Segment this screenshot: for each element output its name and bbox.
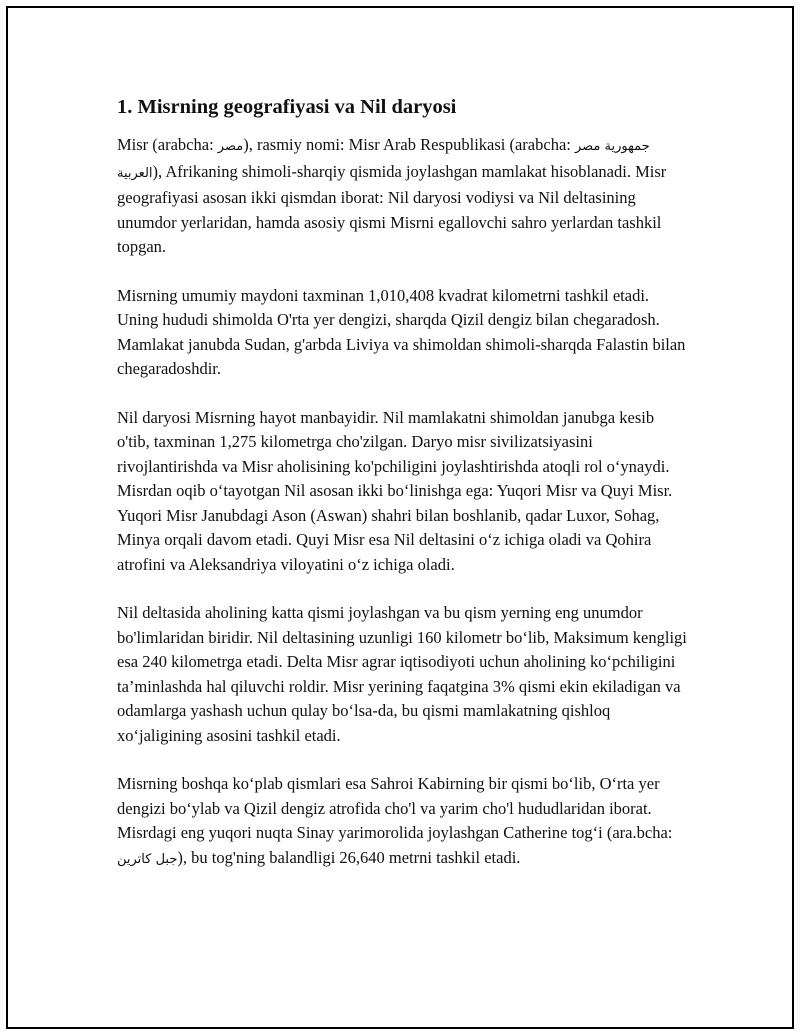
paragraph-5-text-b: ), bu tog'ning balandligi 26,640 metrni tashkil etadi. <box>177 847 521 867</box>
paragraph-4: Nil deltasida aholining katta qismi joylashgan va bu qism yerning eng unumdor bo'limlaridan biridir. Nil deltasining uzunligi 160 kilometr bo‘lib, Maksimum kengligi esa 240 kilometrga etadi. Delta Misr agrar iqtisodiyoti uchun aholining ko‘pchiligini ta’minlashda hal qiluvchi roldir. Misr yerining faqatgina 3% qismi ekin ekiladigan va odamlarga yashash uchun qulay bo‘lsa-da, bu qismi mamlakatning qishloq xo‘jaligining asosini tashkil etadi. <box>117 603 687 745</box>
arabic-official-name: جمهورية مصر العربية <box>117 139 650 181</box>
paragraph-5 <box>117 772 689 872</box>
section-title: 1. Misrning geografiyasi va Nil daryosi <box>117 96 457 118</box>
paragraph-2: Misrning umumiy maydoni taxminan 1,010,408 kvadrat kilometrni tashkil etadi. Uning hududi shimolda O'rta yer dengizi, sharqda Qizil dengiz bilan chegaradosh. Mamlakat janubda Sudan, g'arbda Liviya va shimoldan shimoli-sharqda Falastin bilan chegaradoshdir. <box>117 285 686 378</box>
arabic-name-misr: مصر <box>217 139 244 154</box>
paragraph-1-text-a: Misr (arabcha: <box>117 135 218 154</box>
paragraph-5-text-a: Misrning boshqa ko‘plab qismlari esa Sahroi Kabirning bir qismi bo‘lib, O‘rta yer dengizi bo‘ylab va Qizil dengiz atrofida cho'l va yarim cho'l hududlaridan iborat. Misrdagi eng yuqori nuqta Sinay yarimorolida joylashgan Catherine tog‘i (ara.bcha: <box>117 774 673 842</box>
paragraph-1-text-b: ), rasmiy nomi: Misr Arab Respublikasi (arabcha: <box>243 135 575 154</box>
document-body <box>117 92 689 896</box>
paragraph-1 <box>117 133 689 260</box>
paragraph-1-text-c: ), Afrikaning shimoli-sharqiy qismida joylashgan mamlakat hisoblanadi. Misr geografiyasi asosan ikki qismdan iborat: Nil daryosi vodiysi va Nil deltasining unumdor yerlaridan, hamda asosiy qismi Misrni egallovchi sahro yerlardan tashkil topgan. <box>117 161 667 256</box>
paragraph-3: Nil daryosi Misrning hayot manbayidir. Nil mamlakatni shimoldan janubga kesib o'tib, taxminan 1,275 kilometrga cho'zilgan. Daryo misr sivilizatsiyasini rivojlantirishda va Misr aholisining ko'pchiligini joylashtirishda atoqli rol o‘ynaydi. Misrdan oqib o‘tayotgan Nil asosan ikki bo‘linishga ega: Yuqori Misr va Quyi Misr. Yuqori Misr Janubdagi Ason (Aswan) shahri bilan boshlanib, qadar Luxor, Sohag, Minya orqali davom etadi. Quyi Misr esa Nil deltasini o‘z ichiga oladi va Qohira atrofini va Aleksandriya viloyatini o‘z ichiga oladi. <box>117 407 673 574</box>
arabic-catherine-name: جبل كاترين <box>117 851 178 867</box>
